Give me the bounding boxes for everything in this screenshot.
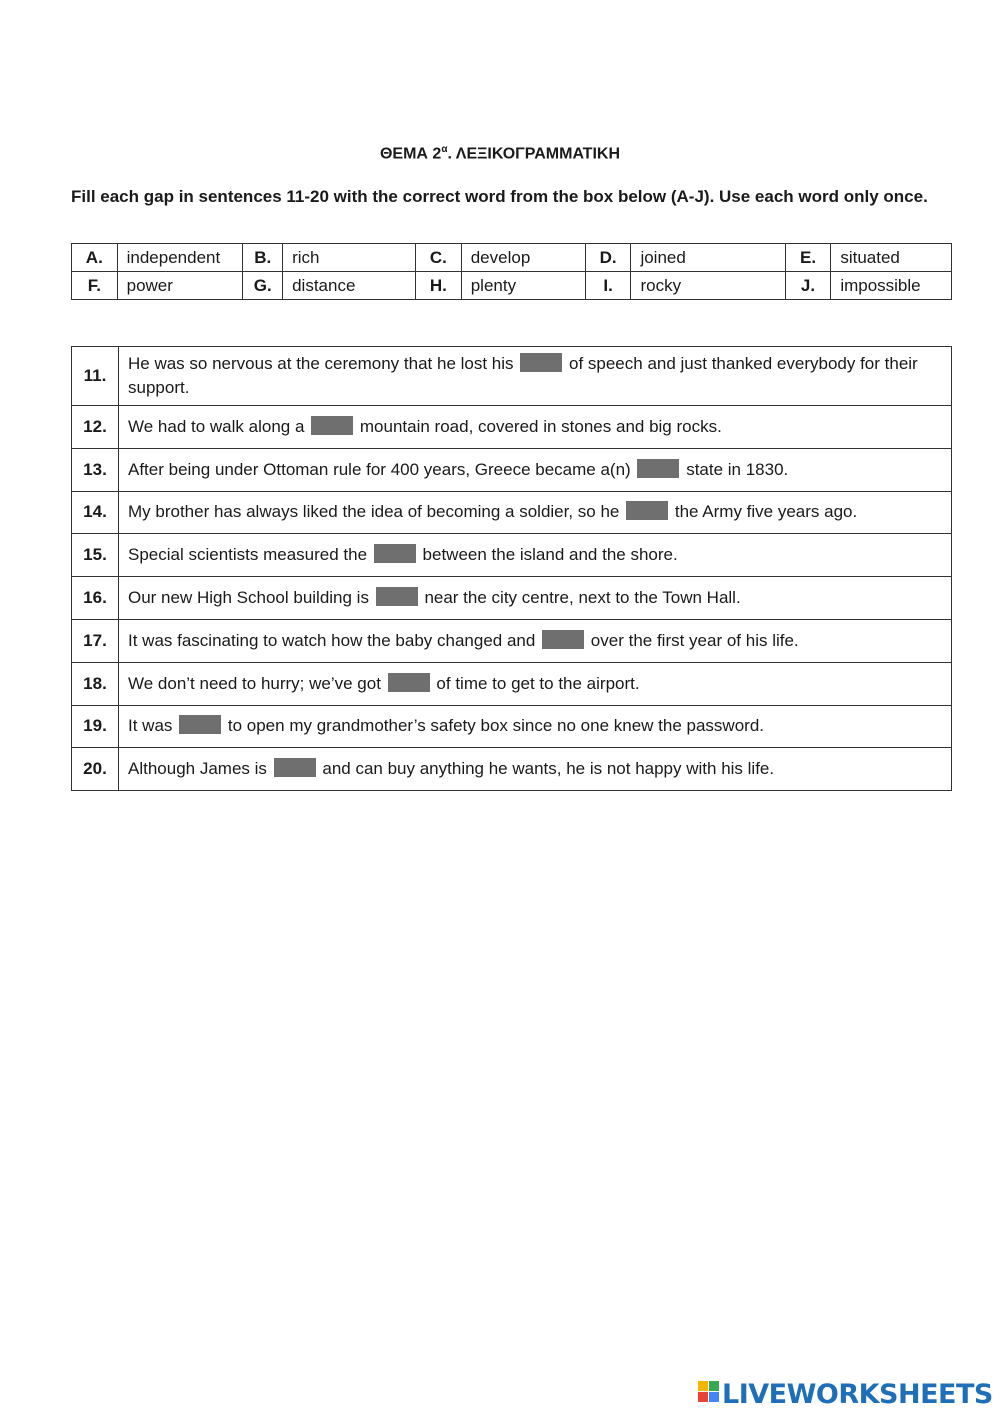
- logo-text: LIVEWORKSHEETS: [722, 1378, 993, 1410]
- word-letter: E.: [785, 244, 831, 272]
- sentence-before: We don’t need to hurry; we’ve got: [128, 673, 381, 693]
- sentence-number: 13.: [72, 448, 119, 491]
- sentence-text: [119, 448, 952, 491]
- sentence-number: 16.: [72, 577, 119, 620]
- word-letter: A.: [72, 244, 118, 272]
- sentence-after: of speech and just thanked everybody for their support.: [128, 354, 918, 397]
- sentence-after: mountain road, covered in stones and big rocks.: [359, 416, 722, 436]
- word-box-row: [72, 244, 952, 272]
- sentence-row: [72, 534, 952, 577]
- sentence-row: [72, 491, 952, 534]
- sentence-text: [119, 534, 952, 577]
- answer-gap-input[interactable]: [626, 501, 668, 520]
- sentence-number: 15.: [72, 534, 119, 577]
- sentence-number: 11.: [72, 347, 119, 406]
- liveworksheets-logo: [698, 1380, 993, 1408]
- word-option: develop: [461, 244, 585, 272]
- sentence-row: [72, 705, 952, 748]
- word-option: distance: [283, 272, 416, 300]
- sentence-after: between the island and the shore.: [422, 545, 678, 565]
- sentence-after: of time to get to the airport.: [436, 673, 640, 693]
- sentence-before: Special scientists measured the: [128, 545, 368, 565]
- word-option: independent: [117, 244, 243, 272]
- word-letter: H.: [416, 272, 462, 300]
- answer-gap-input[interactable]: [374, 544, 416, 563]
- sentence-text: [119, 347, 952, 406]
- sentence-text: [119, 662, 952, 705]
- sentence-number: 12.: [72, 406, 119, 449]
- sentence-before: He was so nervous at the ceremony that he lost his: [128, 354, 514, 373]
- word-option: rocky: [631, 272, 785, 300]
- sentence-number: 20.: [72, 748, 119, 791]
- answer-gap-input[interactable]: [542, 630, 584, 649]
- sentence-before: My brother has always liked the idea of becoming a soldier, so he: [128, 502, 620, 522]
- logo-mark-icon: [698, 1381, 719, 1408]
- word-box-row: [72, 272, 952, 300]
- sentence-text: [119, 577, 952, 620]
- sentence-after: state in 1830.: [686, 459, 789, 479]
- answer-gap-input[interactable]: [179, 715, 221, 734]
- sentence-number: 19.: [72, 705, 119, 748]
- sentence-before: Our new High School building is: [128, 588, 369, 608]
- answer-gap-input[interactable]: [376, 587, 418, 606]
- word-letter: G.: [243, 272, 283, 300]
- word-letter: D.: [585, 244, 631, 272]
- word-option: joined: [631, 244, 785, 272]
- word-option: power: [117, 272, 243, 300]
- sentence-after: near the city centre, next to the Town Hall.: [424, 588, 741, 608]
- sentence-before: It was: [128, 716, 173, 736]
- sentence-row: [72, 448, 952, 491]
- answer-gap-input[interactable]: [274, 758, 316, 777]
- sentence-number: 17.: [72, 619, 119, 662]
- sentence-number: 14.: [72, 491, 119, 534]
- sentence-row: [72, 619, 952, 662]
- sentence-row: [72, 406, 952, 449]
- word-option: rich: [283, 244, 416, 272]
- sentence-text: [119, 491, 952, 534]
- page-title: ΘΕΜΑ $2^\alpha$. ΛΕΞΙΚΟΓΡΑΜΜΑΤΙΚΗ: [379, 144, 620, 163]
- sentence-row: [72, 662, 952, 705]
- sentence-text: [119, 406, 952, 449]
- sentence-number: 18.: [72, 662, 119, 705]
- word-letter: I.: [585, 272, 631, 300]
- instructions: Fill each gap in sentences 11-20 with the correct word from the box below (A-J). Use each word only once.: [71, 187, 928, 206]
- answer-gap-input[interactable]: [388, 673, 430, 692]
- word-option: plenty: [461, 272, 585, 300]
- sentence-text: [119, 748, 952, 791]
- sentence-before: It was fascinating to watch how the baby changed and: [128, 630, 536, 650]
- word-box: [71, 243, 952, 300]
- answer-gap-input[interactable]: [637, 459, 679, 478]
- sentence-row: [72, 577, 952, 620]
- word-letter: J.: [785, 272, 831, 300]
- word-letter: F.: [72, 272, 118, 300]
- sentence-after: the Army five years ago.: [674, 502, 858, 522]
- sentence-before: We had to walk along a: [128, 416, 305, 436]
- sentence-row: [72, 748, 952, 791]
- word-option: situated: [831, 244, 952, 272]
- sentence-text: [119, 619, 952, 662]
- sentence-before: Although James is: [128, 759, 267, 779]
- answer-gap-input[interactable]: [311, 416, 353, 435]
- sentence-after: and can buy anything he wants, he is not happy with his life.: [322, 759, 775, 779]
- word-option: impossible: [831, 272, 952, 300]
- sentence-before: After being under Ottoman rule for 400 years, Greece became a(n): [128, 459, 631, 479]
- answer-gap-input[interactable]: [520, 353, 562, 372]
- sentence-after: over the first year of his life.: [590, 630, 799, 650]
- word-letter: B.: [243, 244, 283, 272]
- sentence-after: to open my grandmother’s safety box since no one knew the password.: [227, 716, 764, 736]
- sentence-text: [119, 705, 952, 748]
- word-letter: C.: [416, 244, 462, 272]
- sentences-table: [71, 346, 952, 791]
- sentence-row: [72, 347, 952, 406]
